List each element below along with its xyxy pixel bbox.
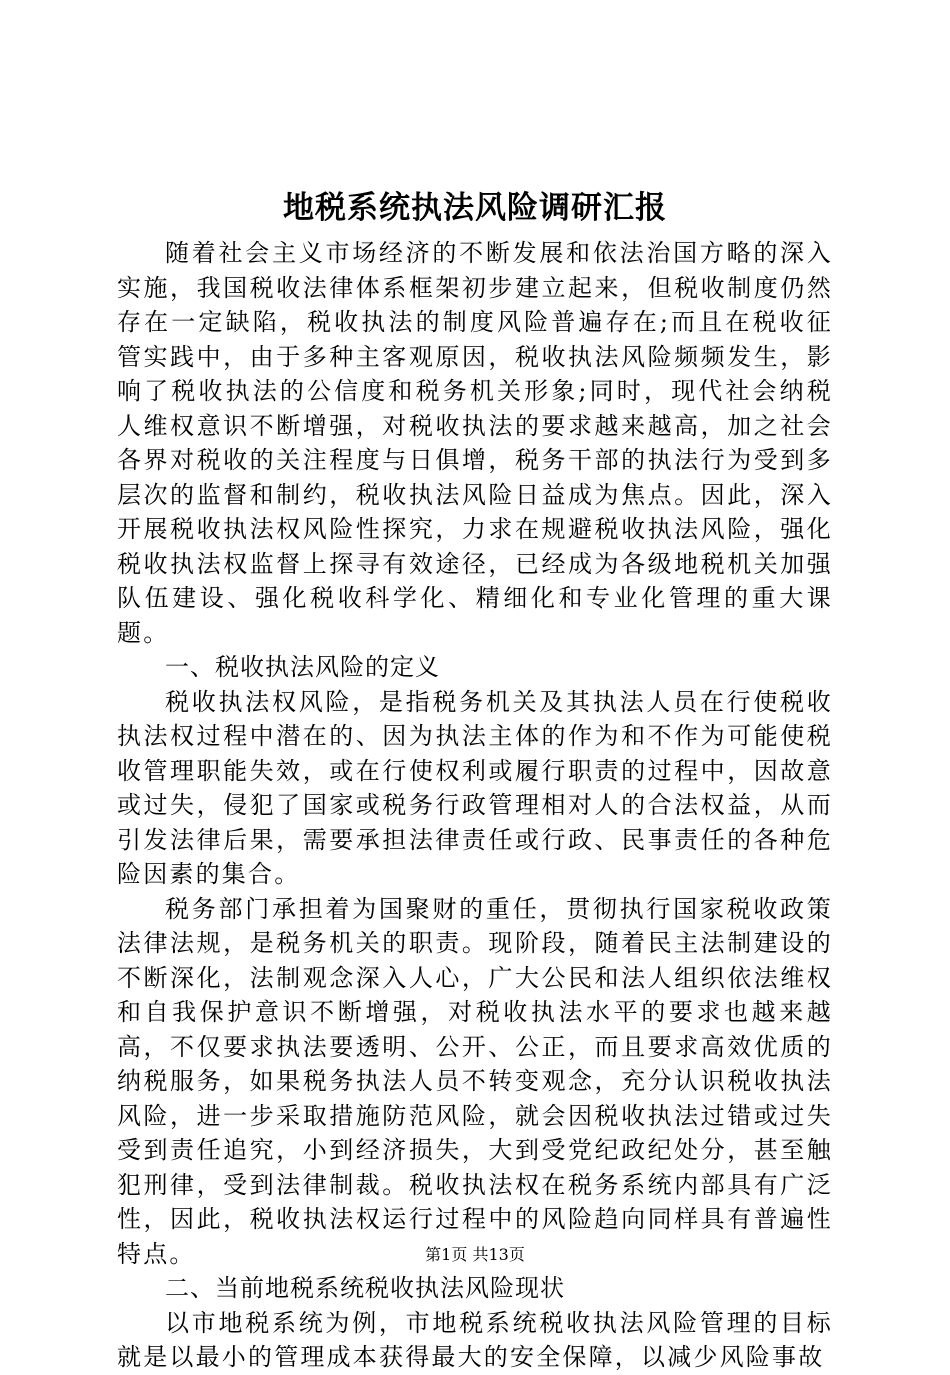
page-total: 共13页 [472, 1245, 525, 1264]
paragraph-duty: 税务部门承担着为国聚财的重任，贯彻执行国家税收政策法律法规，是税务机关的职责。现阶段，随着民主法制建设的不断深化，法制观念深入人心，广大公民和法人组织依法维权和自我保护意识不断增强，对税收执法水平的要求也越来越高，不仅要求执法要透明、公开、公正，而且要求高效优质的纳税服务，如果税务执法人员不转变观念，充分认识税收执法风险，进一步采取措施防范风险，就会因税收执法过错或过失受到责任追究，小到经济损失，大到受党纪政纪处分，甚至触犯刑律，受到法律制裁。税收执法权在税务系统内部具有广泛性，因此，税收执法权运行过程中的风险趋向同样具有普遍性特点。 [117, 894, 833, 1268]
document-body [117, 236, 833, 1375]
page-footer [0, 1243, 950, 1267]
document-title: 地税系统执法风险调研汇报 [283, 190, 667, 226]
paragraph-status: 以市地税系统为例，市地税系统税收执法风险管理的目标就是以最小的管理成本获得最大的安全保障，以减少风险事故 [117, 1308, 833, 1371]
page-number: 第1页 [425, 1245, 468, 1264]
paragraph-definition: 税收执法权风险，是指税务机关及其执法人员在行使税收执法权过程中潜在的、因为执法主体的作为和不作为可能使税收管理职能失效，或在行使权利或履行职责的过程中，因故意或过失，侵犯了国家或税务行政管理相对人的合法权益，从而引发法律后果，需要承担法律责任或行政、民事责任的各种危险因素的集合。 [117, 687, 833, 888]
section-heading-2: 二、当前地税系统税收执法风险现状 [165, 1274, 565, 1302]
paragraph-intro: 随着社会主义市场经济的不断发展和依法治国方略的深入实施，我国税收法律体系框架初步建立起来，但税收制度仍然存在一定缺陷，税收执法的制度风险普遍存在;而且在税收征管实践中，由于多种主客观原因，税收执法风险频频发生，影响了税收执法的公信度和税务机关形象;同时，现代社会纳税人维权意识不断增强，对税收执法的要求越来越高，加之社会各界对税收的关注程度与日俱增，税务干部的执法行为受到多层次的监督和制约，税收执法风险日益成为焦点。因此，深入开展税收执法权风险性探究，力求在规避税收执法风险，强化税收执法权监督上探寻有效途径，已经成为各级地税机关加强队伍建设、强化税收科学化、精细化和专业化管理的重大课题。 [117, 239, 833, 647]
section-heading-1: 一、税收执法风险的定义 [165, 653, 440, 681]
